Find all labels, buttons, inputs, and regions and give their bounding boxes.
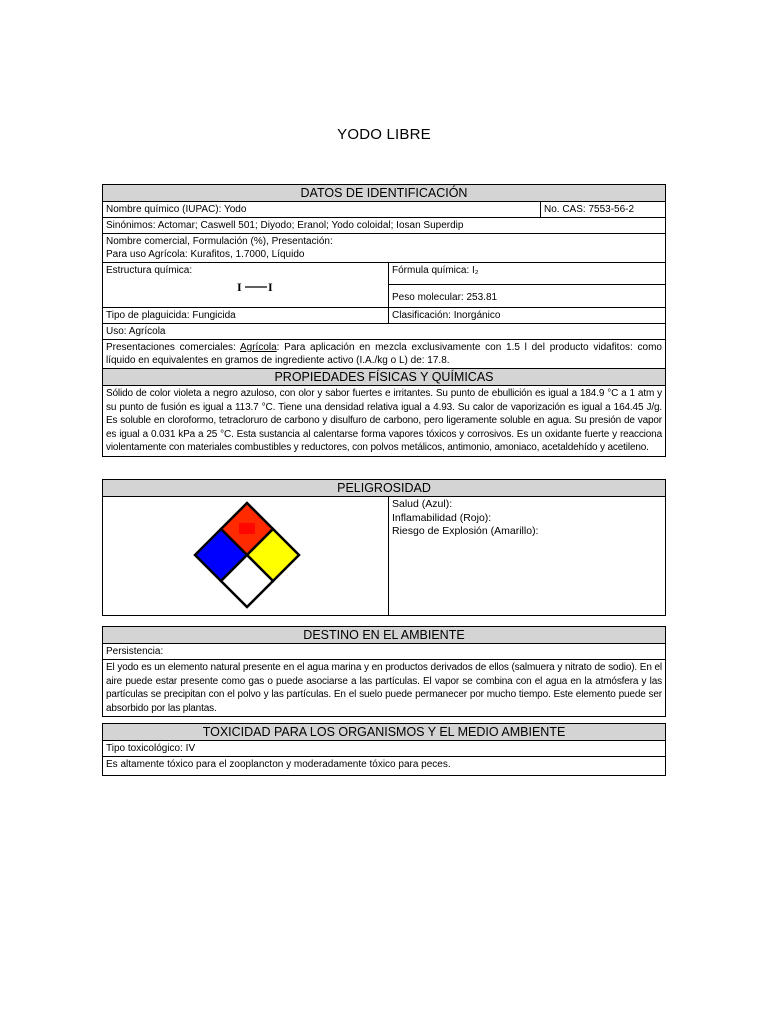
hazard-diamond-cell [103,497,389,615]
persistence-label: Persistencia: [103,644,665,660]
presentations-label: Presentaciones comerciales: [106,342,236,353]
hazard-section [102,479,666,616]
structure-label: Estructura química: [106,265,193,276]
presentations-text: : Para aplicación en mezcla exclusivamente con 1.5 l del producto vidafitos: como líquido en equivalentes en gramos de ingrediente activo (I.A./kg o L) de: 17.8. [106,342,662,366]
hazard-legend [389,497,665,615]
toxicity-text: Es altamente tóxico para el zooplancton y moderadamente tóxico para peces. [106,759,451,770]
commercial-name-value: Para uso Agrícola: Kurafitos, 1.7000, Líquido [106,249,305,260]
toxicological-type: Tipo toxicológico: IV [103,741,665,757]
health-label: Salud (Azul): [392,498,453,510]
explosion-label: Riesgo de Explosión (Amarillo): [392,525,539,537]
toxicity-header: TOXICIDAD PARA LOS ORGANISMOS Y EL MEDIO AMBIENTE [103,724,665,741]
commercial-presentations [103,340,665,368]
type-row [103,308,665,324]
use: Uso: Agrícola [103,324,665,340]
commercial-name-row [103,234,665,263]
flammability-inner-mark [239,523,255,534]
iodine-structure-icon [233,279,313,295]
nfpa-diamond-icon [189,500,309,620]
structure-atom-right: I [268,280,273,294]
environment-fate-section [102,626,666,717]
flammability-label: Inflamabilidad (Rojo): [392,511,492,524]
formula-cell [389,263,665,307]
structure-cell [103,263,389,307]
synonyms: Sinónimos: Actomar; Caswell 501; Diyodo; Eranol; Yodo coloidal; Iosan Superdip [103,218,665,234]
cas-number: No. CAS: 7553-56-2 [544,204,635,215]
environment-fate-header: DESTINO EN EL AMBIENTE [103,627,665,644]
identification-header: DATOS DE IDENTIFICACIÓN [103,185,665,202]
structure-row [103,263,665,308]
chemical-formula: Fórmula química: I₂ [389,263,665,285]
toxicity-section [102,723,666,776]
pesticide-type: Tipo de plaguicida: Fungicida [103,308,389,323]
molecular-weight: Peso molecular: 253.81 [392,292,498,303]
chemical-name: Nombre químico (IUPAC): Yodo [103,202,541,217]
identification-section [102,184,666,369]
page-title: YODO LIBRE [337,126,431,143]
properties-header: PROPIEDADES FÍSICAS Y QUÍMICAS [103,369,665,386]
classification: Clasificación: Inorgánico [392,310,501,321]
properties-section [102,368,666,457]
chemical-name-row [103,202,665,218]
hazard-row [103,497,665,615]
properties-text: Sólido de color violeta a negro azuloso, con olor y sabor fuertes e irritantes. Su punto de ebullición es igual a 184.9 °C a 1 atm y su punto de fusión es igual a 113.7 °C. Tiene una densidad relativa igual a 4.93. Su calor de vaporización es igual a 164.45 J/g. Es soluble en cloroformo, tetracloruro de carbono y disulfuro de carbono, pero ligeramente soluble en agua. Su presión de vapor es igual a 0.031 kPa a 25 °C. Esta sustancia al calentarse forma vapores tóxicos y corrosivos. Es un oxidante fuerte y reacciona violentamente con materiales combustibles y reductores, con polvos metálicos, antimonio, amoniaco, acetaldehído y acetileno. [106,388,662,454]
structure-atom-left: I [237,280,242,294]
hazard-header: PELIGROSIDAD [103,480,665,497]
presentations-agricola-link[interactable]: Agrícola [239,342,277,353]
commercial-name-label: Nombre comercial, Formulación (%), Presentación: [106,236,333,247]
environment-fate-text: El yodo es un elemento natural presente en el agua marina y en productos derivados de ellos (salmuera y nitrato de sodio). En el aire puede estar presente como gas o puede asociarse a las partículas. El vapor se combina con el agua en la atmósfera y las partículas se precipitan con el polvo y las partículas. En el suelo puede permanecer por mucho tiempo. Este elemento puede ser absorbido por las plantas. [106,662,662,714]
